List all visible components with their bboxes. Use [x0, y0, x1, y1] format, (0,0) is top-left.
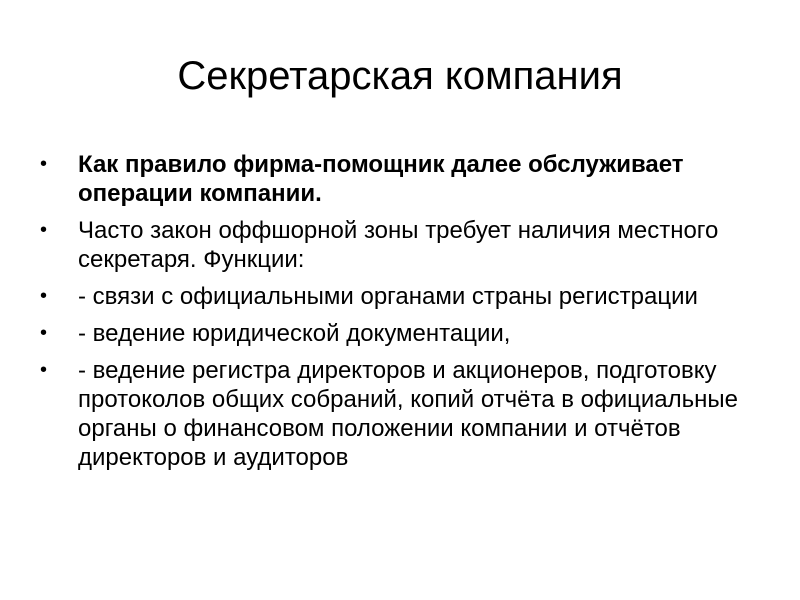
- bullet-point-icon: •: [40, 322, 48, 344]
- bullet-text: - ведение регистра директоров и акционеров, подготовку протоколов общих собраний, копий отчёта в официальные органы о финансовом положении компании и отчётов директоров и аудиторов: [78, 357, 739, 471]
- bullet-point-icon: •: [40, 153, 48, 175]
- bullet-text: Как правило фирма-помощник далее обслуживает операции компании.: [78, 151, 684, 207]
- bullet-text: - связи с официальными органами страны регистрации: [78, 283, 698, 310]
- bullet-text: Часто закон оффшорной зоны требует наличия местного секретаря. Функции:: [78, 217, 719, 273]
- bullet-list: [40, 150, 760, 480]
- bullet-item: [40, 356, 760, 472]
- bullet-text: - ведение юридической документации,: [78, 320, 511, 347]
- bullet-item: [40, 216, 760, 274]
- bullet-point-icon: •: [40, 285, 48, 307]
- bullet-point-icon: •: [40, 359, 48, 381]
- bullet-item: [40, 319, 760, 348]
- slide-title: Секретарская компания: [177, 54, 623, 98]
- bullet-point-icon: •: [40, 219, 48, 241]
- bullet-item: [40, 150, 760, 208]
- bullet-item: [40, 282, 760, 311]
